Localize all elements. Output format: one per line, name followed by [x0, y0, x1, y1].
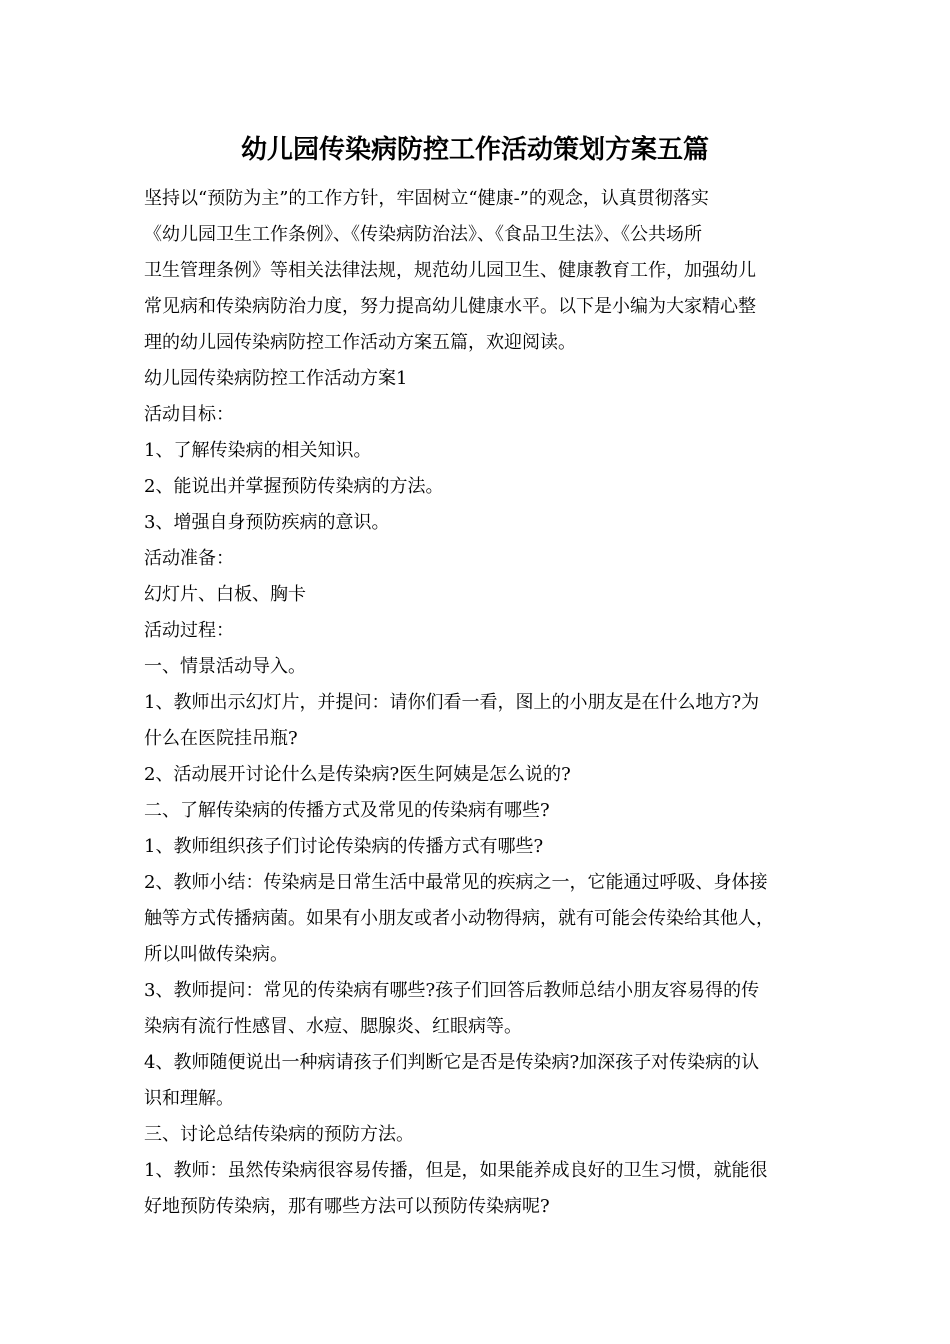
list-item: 1、教师：虽然传染病很容易传播，但是，如果能养成良好的卫生习惯，就能很: [144, 1160, 768, 1181]
list-item: 2、能说出并掌握预防传染病的方法。: [144, 476, 444, 497]
document-title: 幼儿园传染病防控工作活动策划方案五篇: [240, 135, 709, 165]
list-item: 1、教师组织孩子们讨论传染病的传播方式有哪些?: [144, 836, 544, 857]
text-line: 《幼儿园卫生工作条例》、《传染病防治法》、《食品卫生法》、《公共场所: [144, 224, 702, 245]
text-line: 一、情景活动导入。: [144, 656, 306, 677]
text-line: 幻灯片、白板、胸卡: [144, 584, 306, 605]
text-line: 卫生管理条例》等相关法律法规，规范幼儿园卫生、健康教育工作，加强幼儿: [144, 260, 756, 281]
text-line: 活动过程：: [144, 620, 234, 641]
section-heading: 幼儿园传染病防控工作活动方案1: [144, 368, 408, 389]
text-line: 什么在医院挂吊瓶?: [144, 728, 298, 749]
text-line: 所以叫做传染病。: [144, 944, 288, 965]
text-line: 二、了解传染病的传播方式及常见的传染病有哪些?: [144, 800, 550, 821]
text-line: 识和理解。: [144, 1088, 234, 1109]
list-item: 1、教师出示幻灯片，并提问：请你们看一看，图上的小朋友是在什么地方?为: [144, 692, 760, 713]
list-item: 3、教师提问：常见的传染病有哪些?孩子们回答后教师总结小朋友容易得的传: [144, 980, 760, 1001]
list-item: 1、了解传染病的相关知识。: [144, 440, 372, 461]
text-line: 常见病和传染病防治力度，努力提高幼儿健康水平。以下是小编为大家精心整: [144, 296, 756, 317]
list-item: 3、增强自身预防疾病的意识。: [144, 512, 390, 533]
text-line: 理的幼儿园传染病防控工作活动方案五篇，欢迎阅读。: [144, 332, 576, 353]
list-item: 4、教师随便说出一种病请孩子们判断它是否是传染病?加深孩子对传染病的认: [144, 1052, 760, 1073]
text-line: 染病有流行性感冒、水痘、腮腺炎、红眼病等。: [144, 1016, 522, 1037]
text-line: 触等方式传播病菌。如果有小朋友或者小动物得病，就有可能会传染给其他人，: [144, 908, 774, 929]
text-line: 活动目标：: [144, 404, 234, 425]
document-body: [144, 181, 808, 1225]
list-item: 2、活动展开讨论什么是传染病?医生阿姨是怎么说的?: [144, 764, 571, 785]
text-line: 好地预防传染病，那有哪些方法可以预防传染病呢?: [144, 1196, 550, 1217]
text-line: 三、讨论总结传染病的预防方法。: [144, 1124, 414, 1145]
text-line: 坚持以“预防为主”的工作方针，牢固树立“健康-”的观念，认真贯彻落实: [144, 188, 709, 209]
text-line: 活动准备：: [144, 548, 234, 569]
list-item: 2、教师小结：传染病是日常生活中最常见的疾病之一，它能通过呼吸、身体接: [144, 872, 768, 893]
